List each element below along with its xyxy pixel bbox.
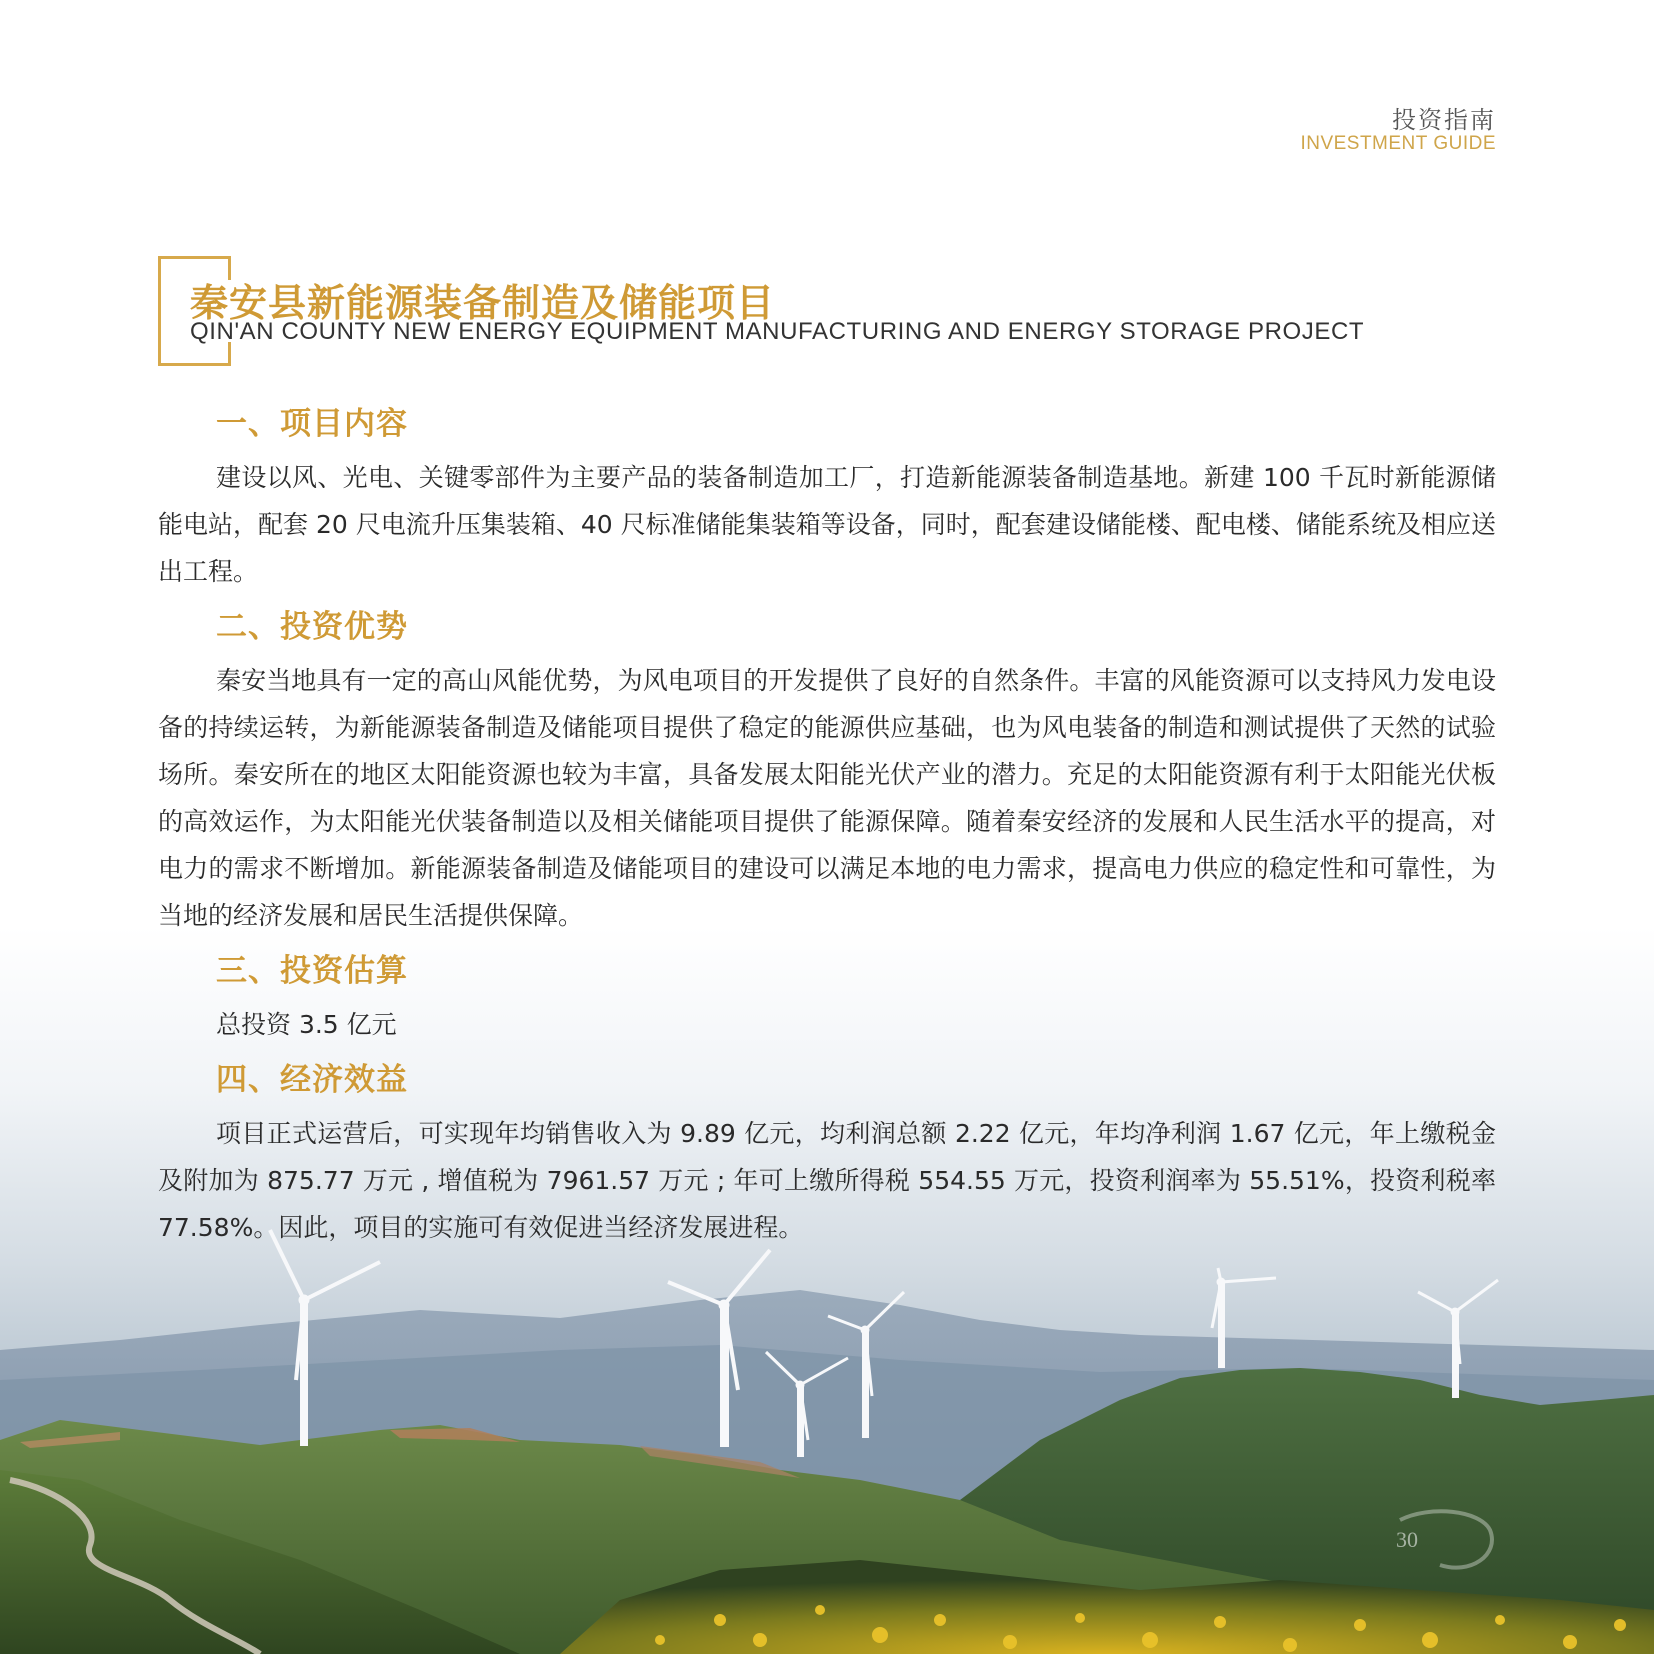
- section-paragraph: 总投资 3.5 亿元: [216, 1010, 397, 1039]
- section-heading: 三、投资估算: [216, 953, 408, 989]
- section-investment-estimate: [158, 947, 1496, 1048]
- section-paragraph: 秦安当地具有一定的高山风能优势，为风电项目的开发提供了良好的自然条件。丰富的风能资源可以支持风力发电设备的持续运转，为新能源装备制造及储能项目提供了稳定的能源供应基础，也为风电装备的制造和测试提供了天然的试验场所。秦安所在的地区太阳能资源也较为丰富，具备发展太阳能光伏产业的潜力。充足的太阳能资源有利于太阳能光伏板的高效运作，为太阳能光伏装备制造以及相关储能项目提供了能源保障。随着秦安经济的发展和人民生活水平的提高，对电力的需求不断增加。新能源装备制造及储能项目的建设可以满足本地的电力需求，提高电力供应的稳定性和可靠性，为当地的经济发展和居民生活提供保障。: [158, 666, 1496, 930]
- header-title-en: INVESTMENT GUIDE: [1300, 133, 1496, 154]
- section-heading: 二、投资优势: [216, 609, 408, 645]
- section-heading: 四、经济效益: [216, 1062, 408, 1098]
- article-body: [158, 400, 1496, 1259]
- project-title-cn: 秦安县新能源装备制造及储能项目: [190, 281, 776, 325]
- section-heading: 一、项目内容: [216, 406, 408, 442]
- section-project-content: [158, 400, 1496, 595]
- header-title-cn: 投资指南: [1392, 106, 1496, 134]
- section-economic-benefits: [158, 1056, 1496, 1251]
- page-number: 30: [1396, 1527, 1418, 1552]
- section-investment-advantages: [158, 603, 1496, 939]
- section-paragraph: 建设以风、光电、关键零部件为主要产品的装备制造加工厂，打造新能源装备制造基地。新建 100 千瓦时新能源储能电站，配套 20 尺电流升压集装箱、40 尺标准储能集装箱等设备，同时，配套建设储能楼、配电楼、储能系统及相应送出工程。: [158, 463, 1496, 586]
- project-title-en: QIN'AN COUNTY NEW ENERGY EQUIPMENT MANUFACTURING AND ENERGY STORAGE PROJECT: [190, 318, 1365, 345]
- section-paragraph: 项目正式运营后，可实现年均销售收入为 9.89 亿元，均利润总额 2.22 亿元，年均净利润 1.67 亿元，年上缴税金及附加为 875.77 万元 , 增值税为 7961.57 万元 ; 年可上缴所得税 554.55 万元，投资利润率为 55.51%，投资利税率 77.58%。因此，项目的实施可有效促进当经济发展进程。: [158, 1119, 1496, 1242]
